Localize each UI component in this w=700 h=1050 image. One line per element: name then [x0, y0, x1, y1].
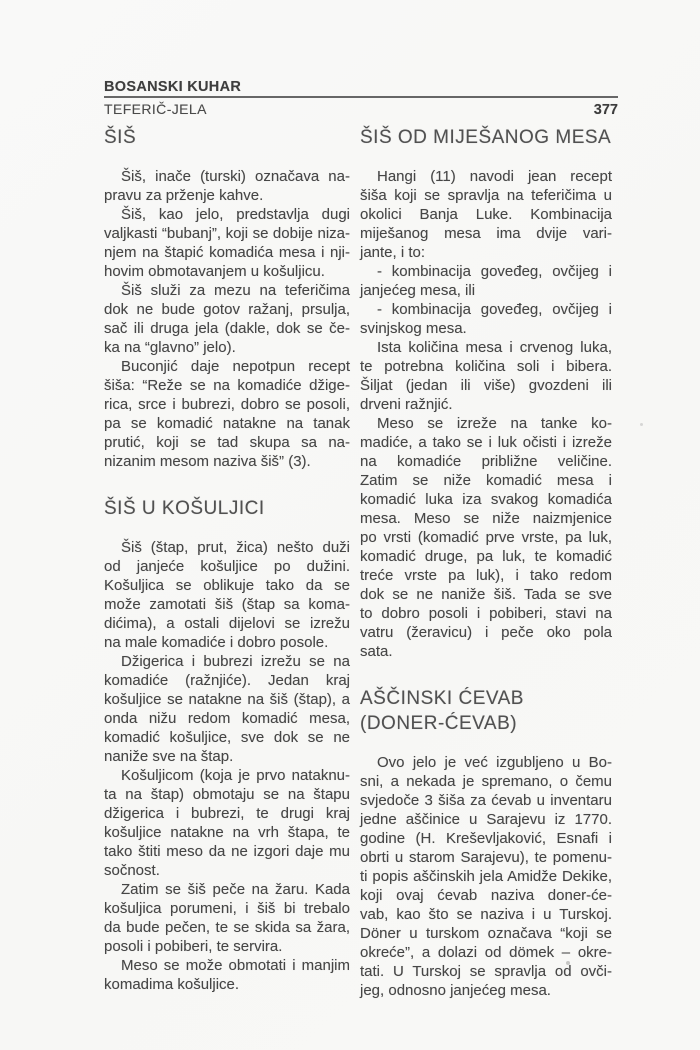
text-line: komadiće (ražnjiće). Jedan kraj [104, 672, 350, 689]
scan-speck [566, 961, 570, 965]
text-line: šiša: “Reže se na komadiće džige- [104, 377, 350, 394]
text-line: može zamotati šiš (štap sa koma- [104, 596, 350, 613]
text-line: te potrebna količina soli i bibera. [360, 358, 612, 375]
heading-line: ŠIŠ OD MIJEŠANOG MESA [360, 127, 612, 148]
text-line: Meso se može obmotati i manjim [121, 957, 350, 974]
paragraph [104, 652, 350, 766]
text-line: komadima košuljice. [104, 976, 240, 993]
text-line: Meso se izreže na tanke ko- [377, 415, 612, 432]
text-line: komadić druge, pa luk, te komadić [360, 548, 612, 565]
text-line: vab, kao što se naziva i u Turskoj. [360, 906, 612, 923]
text-line: košuljice natakne na vrh štapa, te [104, 824, 350, 841]
text-line: rica, srce i bubrezi, dobro se posoli, [104, 396, 350, 413]
page-header [104, 79, 618, 118]
text-line: svinjskog mesa. [360, 320, 467, 337]
paragraph [360, 753, 612, 1000]
text-line: svjedoče 3 šiša za ćevab u inventaru [360, 792, 612, 809]
text-line: tako štiti meso da ne izgori daje mu [104, 843, 350, 860]
text-line: šiša koji se spravlja na teferičima u [360, 187, 612, 204]
text-line: Džigerica i bubrezi izrežu se na [121, 653, 350, 670]
paragraph [360, 338, 612, 414]
text-line: sač ili druga jela (dakle, dok se če- [104, 320, 350, 337]
section-heading-sis [104, 126, 350, 150]
text-line: Ovo jelo je već izgubljeno u Bo- [377, 754, 612, 771]
text-line: jante, i to: [360, 244, 426, 261]
text-line: njem na štapić komadića mesa i nji- [104, 244, 350, 261]
text-line: na komadiće približne veličine. [360, 453, 612, 470]
text-line: džigerica i bubrezi, te drugi kraj [104, 805, 350, 822]
text-line: to dobro posoli i pobiberi, stavi na [360, 605, 612, 622]
text-line: Košuljica se oblikuje tako da se [104, 577, 350, 594]
paragraph [104, 880, 350, 956]
text-line: prutić, koji se tad skupa sa na- [104, 434, 350, 451]
text-line: Ista količina mesa i crvenog luka, [377, 339, 612, 356]
text-line: okolici Banja Luke. Kombinacija [360, 206, 612, 223]
paragraph [360, 167, 612, 262]
text-line: pa se komadić natakne na tanak [104, 415, 350, 432]
text-line: sata. [360, 643, 393, 660]
text-line: dok se ne naniže šiš. Tada se sve [360, 586, 612, 603]
paragraph [104, 205, 350, 281]
text-line: valjkasti “bubanj”, koji se dobije niza- [104, 225, 350, 242]
text-line: okreće”, a dolazi od dömek – okre- [360, 944, 612, 961]
text-line: dok ne bude gotov ražanj, prsulja, [104, 301, 350, 318]
text-line: košuljice se natakne na šiš (štap), a [104, 691, 350, 708]
column-left [104, 126, 350, 994]
paragraph [104, 538, 350, 652]
text-line: tati. U Turskoj se spravlja od ovči- [360, 963, 612, 980]
text-line: obrti u starom Sarajevu), te pomenu- [360, 849, 612, 866]
text-line: ti popis aščinskih jela Amidže Dekike, [360, 868, 612, 885]
text-line: godine (H. Kreševljaković, Esnafi i [360, 830, 612, 847]
text-line: komadić košuljice, sve dok se ne [104, 729, 350, 746]
text-line: košuljica porumeni, i šiš bi trebalo [104, 900, 350, 917]
page-number: 377 [593, 102, 618, 118]
heading-line: (DONER-ĆEVAB) [360, 713, 518, 734]
text-line: sni, a nekada je spremano, o čemu [360, 773, 612, 790]
text-line: Šiš služi za mezu na teferičima [121, 282, 350, 299]
text-line: od janjeće košuljice po dužini. [104, 558, 350, 575]
chapter-title: TEFERIČ-JELA [104, 101, 207, 117]
text-line: miješanog mesa ima dvije vari- [360, 225, 612, 242]
paragraph [104, 956, 350, 994]
text-line: Šiš, inače (turski) označava na- [121, 168, 350, 185]
text-line: da bude pečen, te se skida sa žara, [104, 919, 350, 936]
text-line: jeg, odnosno janjećeg mesa. [360, 982, 551, 999]
text-line: pravu za prženje kahve. [104, 187, 264, 204]
paragraph [360, 262, 612, 300]
paragraph [104, 281, 350, 357]
paragraph [360, 300, 612, 338]
text-line: Šiš (štap, prut, žica) nešto duži [121, 539, 350, 556]
text-line: treće vrste pa luk), i tako redom [360, 567, 612, 584]
paragraph [104, 357, 350, 471]
text-line: hovim obmotavanjem u košuljicu. [104, 263, 325, 280]
text-line: dićima), a ostali dijelovi se izrežu [104, 615, 350, 632]
text-line: nizanim mesom naziva šiš” (3). [104, 453, 311, 470]
text-line: Šiš, kao jelo, predstavlja dugi [121, 206, 350, 223]
header-row [104, 101, 618, 118]
heading-line: ŠIŠ [104, 127, 137, 148]
text-line: komadić luka iza svakog komadića [360, 491, 612, 508]
text-line: Döner u turskom označava “koji se [360, 925, 612, 942]
text-line: Zatim se šiš peče na žaru. Kada [121, 881, 350, 898]
text-line: na male komadiće i dobro posole. [104, 634, 329, 651]
text-line: ta na štap) obmotaju se na štapu [104, 786, 350, 803]
text-line: posoli i pobiberi, te servira. [104, 938, 283, 955]
heading-line: ŠIŠ U KOŠULJICI [104, 498, 265, 519]
text-line: sočnost. [104, 862, 160, 879]
text-line: koji ovaj ćevab naziva doner-će- [360, 887, 612, 904]
text-line: ka na “glavno” jelo). [104, 339, 236, 356]
paragraph [360, 414, 612, 661]
paragraph [104, 766, 350, 880]
text-line: vatru (žeravicu) i peče oko pola [360, 624, 612, 641]
text-line: Košuljicom (koja je prvo nataknu- [121, 767, 350, 784]
text-line: mesa. Meso se niže naizmjenice [360, 510, 612, 527]
section-heading-sis-u-kosuljici [104, 496, 350, 521]
section-heading-sis-od-mijesanog-mesa [360, 126, 612, 150]
section-heading-ascinski-cevab [360, 686, 612, 736]
text-line: po vrsti (komadić prve vrste, pa luk, [360, 529, 612, 546]
text-line: naniže sve na štap. [104, 748, 234, 765]
book-title: BOSANSKI KUHAR [104, 79, 242, 95]
scan-speck [640, 423, 643, 426]
text-line: - kombinacija goveđeg, ovčijeg i [377, 301, 612, 318]
text-line: Hangi (11) navodi jean recept [377, 168, 612, 185]
heading-line: AŠČINSKI ĆEVAB [360, 688, 524, 709]
paragraph [104, 167, 350, 205]
text-line: - kombinacija goveđeg, ovčijeg i [377, 263, 612, 280]
text-line: onda nižu redom komadić mesa, [104, 710, 350, 727]
text-line: Šiljat (jedan ili više) gvozdeni ili [360, 377, 612, 394]
text-line: Zatim se niže komadić mesa i [360, 472, 612, 489]
text-line: drveni ražnjić. [360, 396, 453, 413]
text-line: madiće, a tako se i luk očisti i izreže [360, 434, 612, 451]
column-right [360, 126, 612, 1000]
text-line: Buconjić daje nepotpun recept [121, 358, 350, 375]
text-line: janjećeg mesa, ili [360, 282, 476, 299]
text-line: jedne aščinice u Sarajevu iz 1770. [360, 811, 612, 828]
header-rule [104, 96, 618, 98]
